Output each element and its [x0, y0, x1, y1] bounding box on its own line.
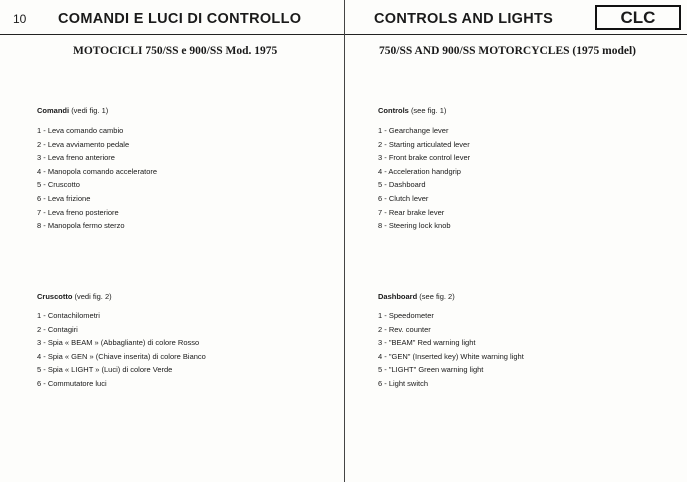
title-italian: COMANDI E LUCI DI CONTROLLO: [58, 11, 302, 27]
list-item: 2 - Starting articulated lever: [378, 139, 470, 149]
list-item: 6 - Light switch: [378, 378, 429, 388]
controls-list-english: [378, 124, 470, 233]
list-item: 1 - Leva comando cambio: [37, 126, 124, 135]
column-divider: [344, 0, 345, 482]
dashboard-heading-english: [378, 292, 455, 301]
list-item: 1 - Contachilometri: [37, 311, 100, 320]
dashboard-list-italian: [37, 309, 206, 391]
list-item: 4 - Manopola comando acceleratore: [37, 166, 158, 176]
list-item: 5 - Cruscotto: [37, 180, 80, 190]
list-item: 4 - Spia « GEN » (Chiave inserita) di colore Bianco: [37, 351, 206, 361]
list-item: 4 - Acceleration handgrip: [378, 166, 461, 176]
list-item: 5 - Spia « LIGHT » (Luci) di colore Verde: [37, 365, 173, 375]
list-item: 2 - Rev. counter: [378, 324, 431, 334]
list-item: 7 - Leva freno posteriore: [37, 207, 119, 217]
heading-figure-ref: (vedi fig. 1): [71, 106, 109, 115]
list-item: 1 - Gearchange lever: [378, 126, 449, 135]
list-item: 2 - Contagiri: [37, 324, 78, 334]
heading-label: Dashboard: [378, 292, 418, 301]
list-item: 4 - "GEN" (Inserted key) White warning light: [378, 351, 524, 361]
list-item: 3 - Leva freno anteriore: [37, 153, 115, 163]
page-number: 10: [13, 12, 27, 26]
heading-figure-ref: (vedi fig. 2): [74, 292, 112, 301]
list-item: 5 - Dashboard: [378, 180, 426, 190]
subtitle-italian: MOTOCICLI 750/SS e 900/SS Mod. 1975: [73, 45, 278, 57]
list-item: 6 - Leva frizione: [37, 193, 91, 203]
heading-label: Comandi: [37, 106, 70, 115]
controls-heading-english: [378, 106, 446, 115]
controls-list-italian: [37, 124, 157, 233]
list-item: 7 - Rear brake lever: [378, 207, 445, 217]
section-code-badge: CLC: [595, 5, 681, 30]
list-item: 3 - Spia « BEAM » (Abbagliante) di colore Rosso: [37, 338, 200, 348]
list-item: 2 - Leva avviamento pedale: [37, 139, 130, 149]
list-item: 5 - "LIGHT" Green warning light: [378, 365, 484, 375]
heading-figure-ref: (see fig. 2): [419, 292, 455, 301]
list-item: 6 - Clutch lever: [378, 193, 429, 203]
list-item: 3 - Front brake control lever: [378, 153, 471, 163]
dashboard-list-english: [378, 309, 524, 391]
list-item: 8 - Manopola fermo sterzo: [37, 221, 125, 231]
list-item: 3 - "BEAM" Red warning light: [378, 338, 476, 348]
dashboard-heading-italian: [37, 292, 112, 301]
heading-figure-ref: (see fig. 1): [410, 106, 447, 115]
heading-label: Controls: [378, 106, 409, 115]
subtitle-english: 750/SS AND 900/SS MOTORCYCLES (1975 model): [379, 45, 636, 57]
controls-heading-italian: [37, 106, 108, 115]
list-item: 6 - Commutatore luci: [37, 378, 107, 388]
list-item: 1 - Speedometer: [378, 311, 434, 320]
title-english: CONTROLS AND LIGHTS: [374, 11, 554, 27]
heading-label: Cruscotto: [37, 292, 73, 301]
list-item: 8 - Steering lock knob: [378, 221, 451, 231]
